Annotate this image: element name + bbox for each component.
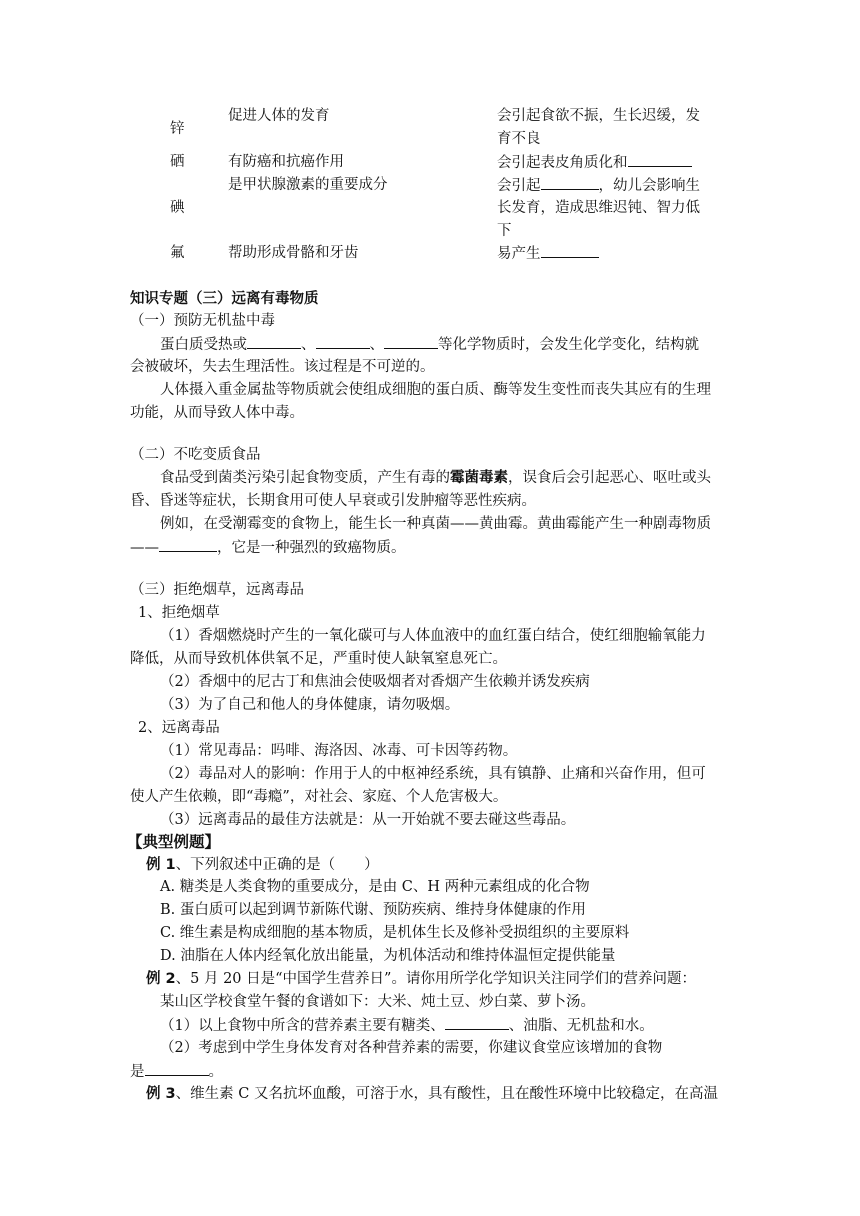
sub-heading: 1、拒绝烟草	[138, 605, 220, 621]
paragraph-line: （1）常见毒品：吗啡、海洛因、冰毒、可卡因等药物。	[160, 743, 518, 759]
paragraph-line: 降低，从而导致机体供氧不足，严重时使人缺氧窒息死亡。	[130, 651, 507, 667]
sub-heading: 2、远离毒品	[138, 720, 220, 736]
option: A. 糖类是人类食物的重要成分，是由 C、H 两种元素组成的化合物	[160, 879, 590, 895]
element-name: 锌	[170, 121, 185, 137]
element-function: 有防癌和抗癌作用	[228, 154, 344, 170]
option: B. 蛋白质可以起到调节新陈代谢、预防疾病、维持身体健康的作用	[160, 902, 586, 918]
element-deficiency: 易产生	[497, 242, 599, 265]
paragraph-line: 使人产生依赖，即“毒瘾”，对社会、家庭、个人危害极大。	[130, 789, 508, 805]
blank	[159, 536, 217, 552]
question-part: （1）以上食物中所含的营养素主要有糖类、 、油脂、无机盐和水。	[160, 1014, 654, 1037]
paragraph-line: 人体摄入重金属盐等物质就会使组成细胞的蛋白质、酶等发生变性而丧失其应有的生理	[160, 382, 711, 398]
blank	[541, 174, 599, 190]
blank	[541, 242, 599, 258]
element-deficiency: 会引起表皮角质化和	[497, 151, 692, 174]
blank	[384, 333, 438, 349]
paragraph-line: （1）香烟燃烧时产生的一氧化碳可与人体血液中的血红蛋白结合，使红细胞输氧能力	[160, 628, 706, 644]
paragraph-line: 某山区学校食堂午餐的食谱如下：大米、炖土豆、炒白菜、萝卜汤。	[160, 994, 595, 1010]
question-stem: 例 1、下列叙述中正确的是（ ）	[146, 857, 379, 873]
element-function: 促进人体的发育	[228, 108, 330, 124]
paragraph-line: —— ，它是一种强烈的致癌物质。	[130, 536, 406, 559]
paragraph-line: 功能，从而导致人体中毒。	[130, 405, 304, 421]
paragraph-line: 昏、昏迷等症状，长期食用可使人早衰或引发肿瘤等恶性疾病。	[130, 493, 536, 509]
examples-title: 【典型例题】	[127, 833, 221, 851]
blank	[445, 1014, 509, 1030]
option: D. 油脂在人体内经氧化放出能量，为机体活动和维持体温恒定提供能量	[160, 948, 616, 964]
element-deficiency: 下	[497, 223, 512, 239]
element-name: 碘	[170, 200, 185, 216]
element-name: 硒	[170, 154, 185, 170]
question-part: 是 。	[130, 1060, 223, 1083]
section-title: 知识专题（三）远离有毒物质	[130, 291, 319, 307]
subsection-heading: （一）预防无机盐中毒	[130, 313, 275, 329]
paragraph-line: 食品受到菌类污染引起食物变质，产生有毒的霉菌毒素，误食后会引起恶心、呕吐或头	[160, 469, 711, 486]
blank	[316, 333, 370, 349]
paragraph-line: （2）香烟中的尼古丁和焦油会使吸烟者对香烟产生依赖并诱发疾病	[160, 674, 590, 690]
blank	[247, 333, 301, 349]
question-stem: 例 2、5 月 20 日是“中国学生营养日”。请你用所学化学知识关注同学们的营养问题：	[146, 971, 696, 987]
question-stem: 例 3、维生素 C 又名抗坏血酸，可溶于水，具有酸性，且在酸性环境中比较稳定，在高温	[146, 1086, 718, 1102]
paragraph-line: （3）为了自己和他人的身体健康，请勿吸烟。	[160, 697, 460, 713]
emphasis: 霉菌毒素	[450, 469, 508, 486]
question-part: （2）考虑到中学生身体发育对各种营养素的需要，你建议食堂应该增加的食物	[160, 1040, 663, 1056]
element-deficiency: 会引起食欲不振，生长迟缓，发	[497, 108, 700, 124]
subsection-heading: （二）不吃变质食品	[130, 447, 261, 463]
subsection-heading: （三）拒绝烟草，远离毒品	[130, 582, 304, 598]
element-deficiency: 会引起 ，幼儿会影响生	[497, 174, 700, 197]
element-deficiency: 育不良	[497, 131, 541, 147]
paragraph-line: （3）远离毒品的最佳方法就是：从一开始就不要去碰这些毒品。	[160, 812, 576, 828]
paragraph-line: 会被破坏，失去生理活性。该过程是不可逆的。	[130, 359, 435, 375]
element-deficiency: 长发育，造成思维迟钝、智力低	[497, 200, 700, 216]
paragraph-line: 蛋白质受热或 、 、 等化学物质时，会发生化学变化，结构就	[160, 333, 699, 356]
element-function: 是甲状腺激素的重要成分	[228, 177, 388, 193]
element-function: 帮助形成骨骼和牙齿	[228, 245, 359, 261]
option: C. 维生素是构成细胞的基本物质，是机体生长及修补受损组织的主要原料	[160, 925, 630, 941]
element-name: 氟	[170, 245, 185, 261]
paragraph-line: 例如，在受潮霉变的食物上，能生长一种真菌——黄曲霉。黄曲霉能产生一种剧毒物质	[160, 516, 711, 532]
blank	[628, 151, 692, 167]
paragraph-line: （2）毒品对人的影响：作用于人的中枢神经系统，具有镇静、止痛和兴奋作用，但可	[160, 766, 706, 782]
blank	[145, 1060, 209, 1076]
